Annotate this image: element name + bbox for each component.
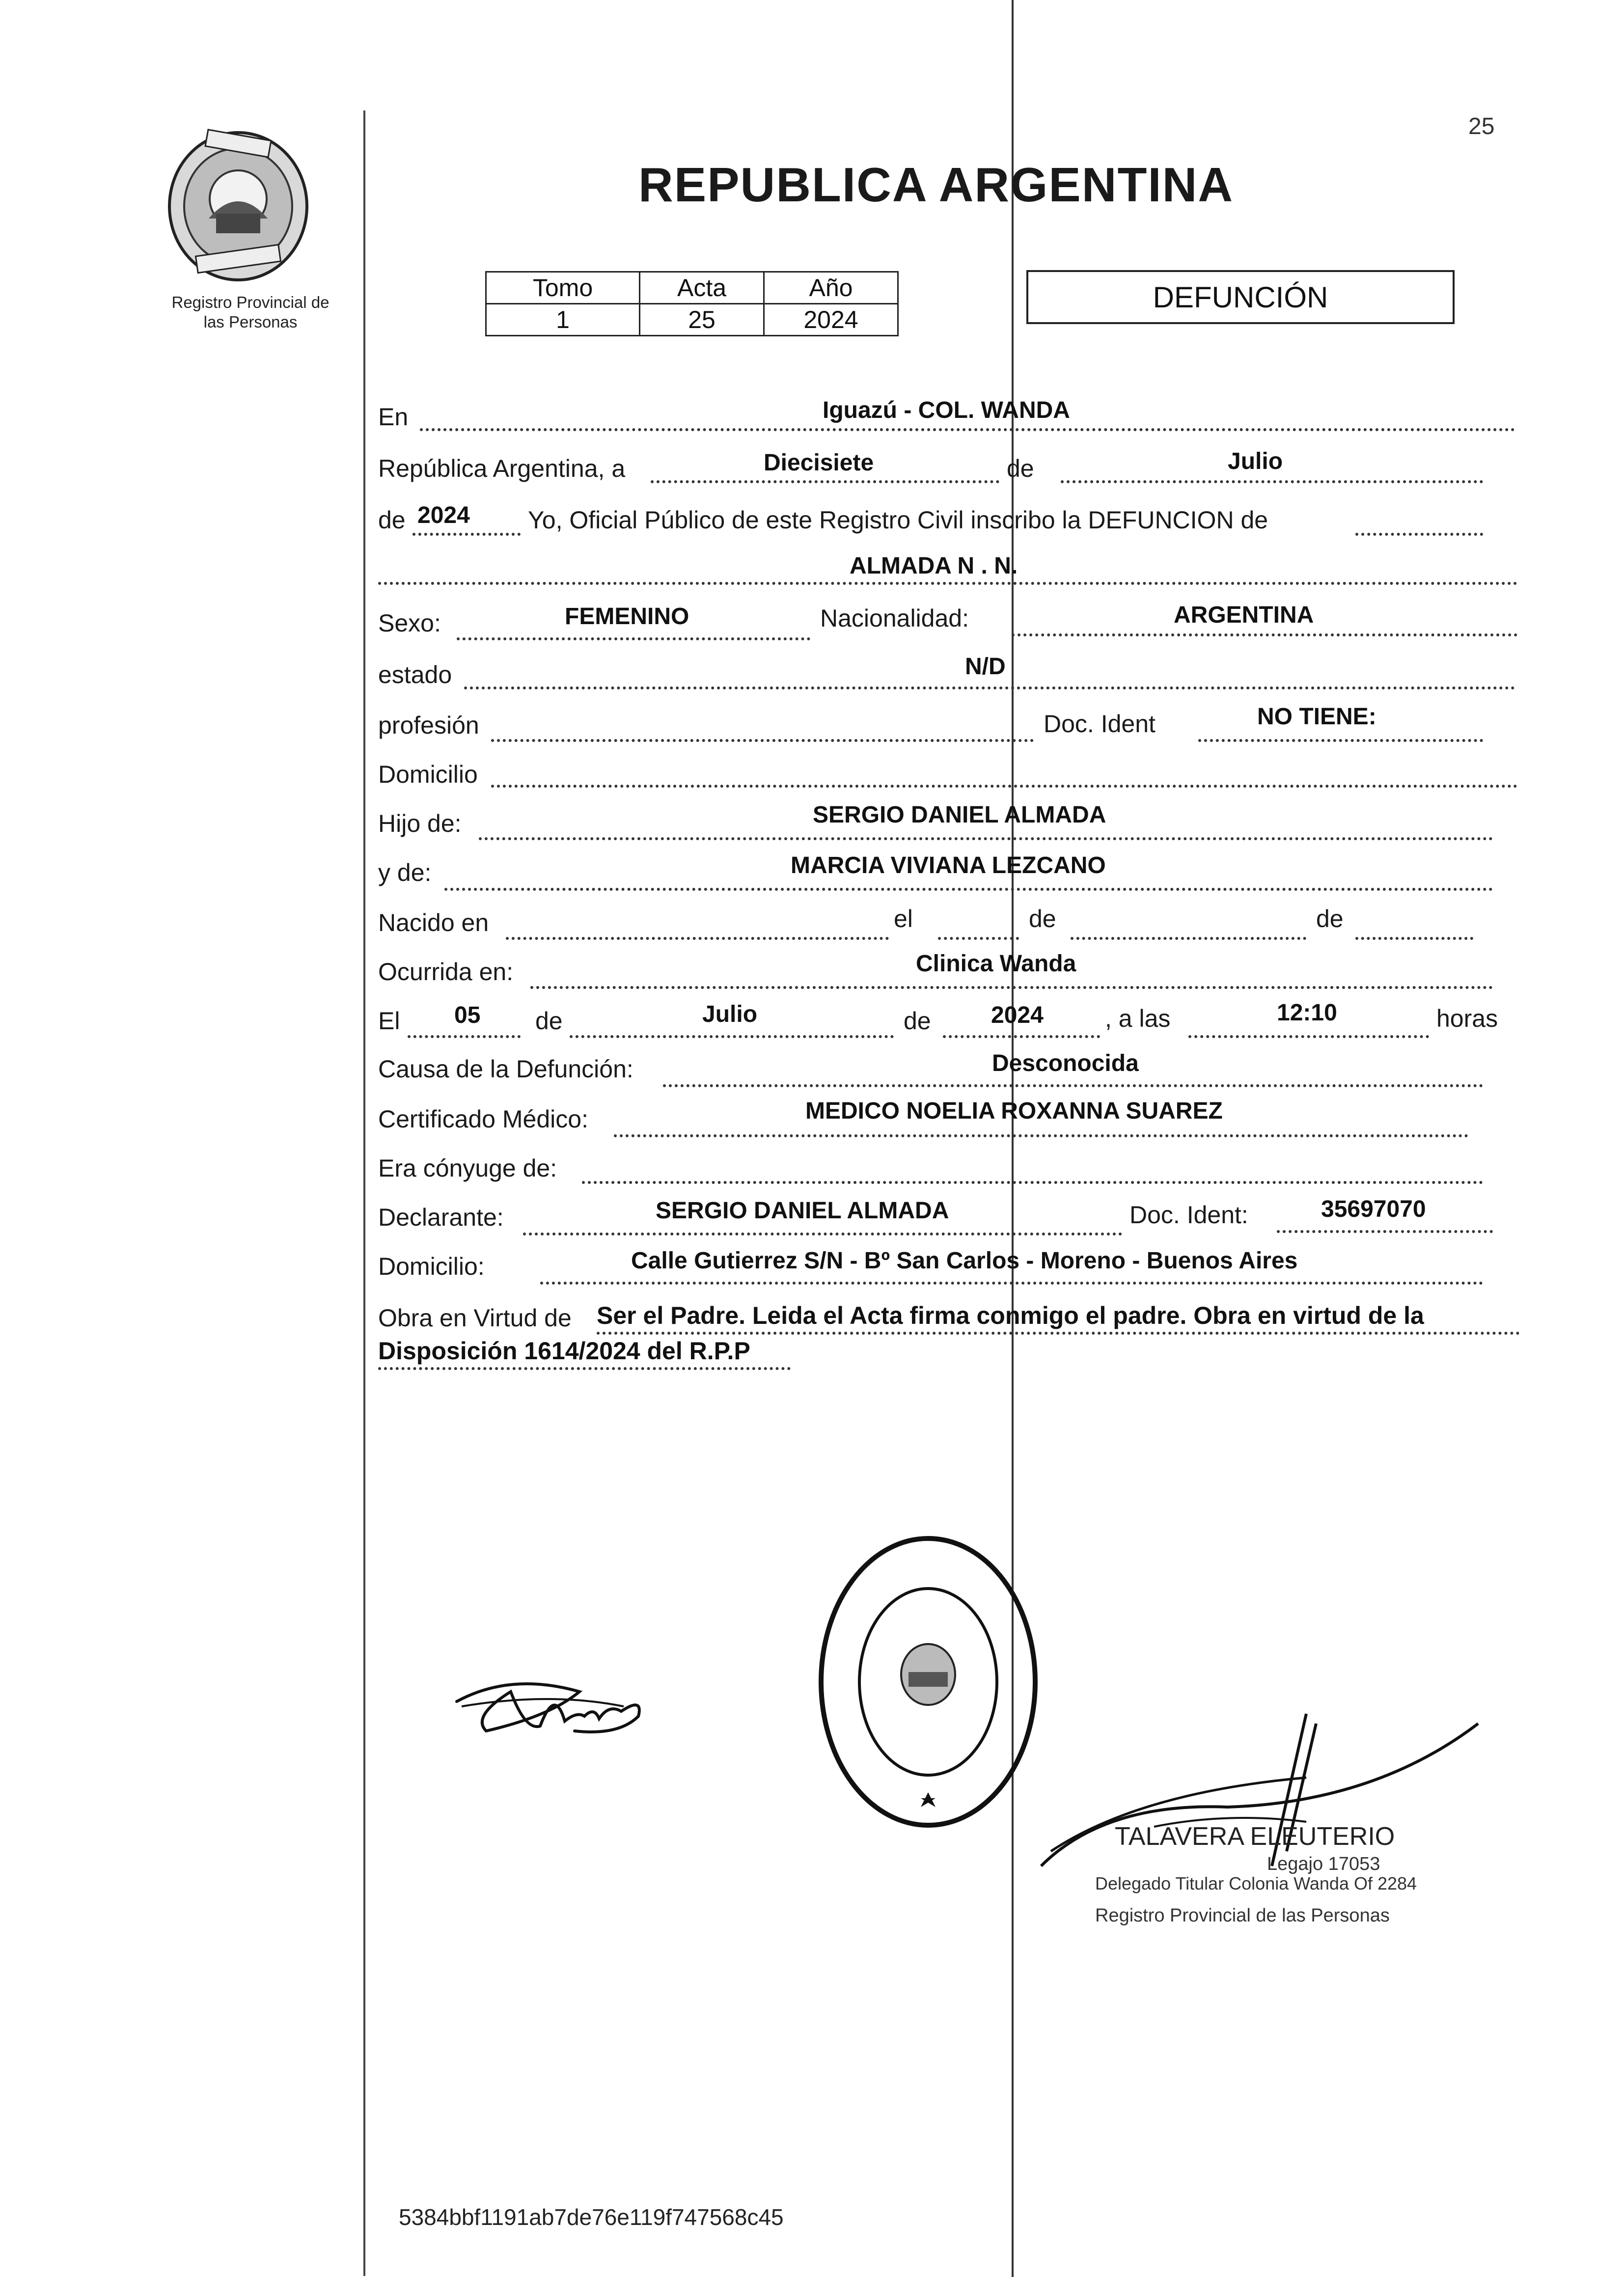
domicilio2-value: Calle Gutierrez S/N - Bº San Carlos - Moreno - Buenos Aires	[631, 1248, 1298, 1274]
nacido-label: Nacido en	[378, 909, 489, 936]
en-label: En	[378, 403, 409, 431]
month-value: Julio	[1228, 448, 1283, 474]
declarante-value: SERGIO DANIEL ALMADA	[656, 1198, 949, 1224]
fold-line	[1012, 0, 1014, 2277]
year-prefix-label: de	[378, 506, 406, 534]
certificado-label: Certificado Médico:	[378, 1105, 588, 1133]
death-month-dotted-line	[570, 1035, 894, 1038]
registry-label-line2: las Personas	[203, 313, 298, 331]
acta-header: Acta	[640, 272, 764, 304]
el2-label: El	[378, 1007, 400, 1035]
republica-label: República Argentina, a	[378, 455, 626, 482]
estado-label: estado	[378, 661, 452, 688]
ocurrida-label: Ocurrida en:	[378, 958, 514, 986]
yde-label: y de:	[378, 859, 432, 886]
official-text: Yo, Oficial Público de este Registro Civil inscribo la DEFUNCION de	[528, 506, 1268, 534]
record-table	[485, 271, 899, 336]
en-value: Iguazú - COL. WANDA	[823, 397, 1070, 423]
en-dotted-line	[420, 428, 1515, 431]
sexo-value: FEMENINO	[565, 604, 689, 630]
anio-value: 2024	[764, 304, 898, 336]
doc2-label: Doc. Ident:	[1129, 1201, 1248, 1229]
estado-dotted-line	[464, 686, 1515, 689]
declarante-dotted-line	[523, 1233, 1122, 1235]
el-label: el	[894, 905, 913, 933]
death-month: Julio	[702, 1001, 758, 1027]
profesion-dotted-line	[491, 739, 1034, 742]
anio-header: Año	[764, 272, 898, 304]
declarant-signature	[452, 1657, 658, 1743]
nacionalidad-dotted-line	[1012, 633, 1517, 636]
certificado-value: MEDICO NOELIA ROXANNA SUAREZ	[805, 1098, 1223, 1124]
month-dotted-line	[1061, 480, 1483, 483]
death-day: 05	[454, 1002, 481, 1028]
doc-ident-value: NO TIENE:	[1257, 704, 1376, 730]
domicilio2-dotted-line	[540, 1282, 1483, 1285]
de-label: de	[1007, 455, 1034, 482]
death-time: 12:10	[1277, 1000, 1337, 1026]
record-type-label: DEFUNCIÓN	[1153, 280, 1328, 314]
record-type-box	[1026, 270, 1455, 324]
hijo-value: SERGIO DANIEL ALMADA	[813, 802, 1106, 828]
horas-label: horas	[1436, 1005, 1498, 1032]
declarante-label: Declarante:	[378, 1204, 504, 1231]
left-margin-rule	[363, 110, 365, 2276]
ocurrida-dotted-line	[530, 986, 1493, 989]
death-year: 2024	[991, 1002, 1044, 1028]
page-number: 25	[1468, 113, 1495, 139]
obra-value-line1: Ser el Padre. Leida el Acta firma conmigo el padre. Obra en virtud de la	[597, 1302, 1424, 1329]
registry-label-line1: Registro Provincial de	[171, 293, 330, 311]
domicilio-dotted-line	[491, 785, 1517, 788]
document-hash: 5384bbf1191ab7de76e119f747568c45	[399, 2204, 784, 2230]
nacido-de2-label: de	[1316, 905, 1344, 933]
hijo-label: Hijo de:	[378, 810, 462, 837]
tomo-header: Tomo	[486, 272, 640, 304]
nacionalidad-value: ARGENTINA	[1174, 602, 1314, 628]
record-table-value-row	[486, 304, 898, 336]
record-table-header-row	[486, 272, 898, 304]
causa-label: Causa de la Defunción:	[378, 1055, 633, 1083]
doc-ident-dotted-line	[1198, 739, 1483, 742]
day-dotted-line	[651, 480, 999, 483]
yde-dotted-line	[444, 888, 1493, 891]
obra-value-line2: Disposición 1614/2024 del R.P.P	[378, 1337, 750, 1365]
nacido-de-dotted-line	[1071, 937, 1306, 940]
death-day-dotted-line	[408, 1035, 521, 1038]
death-year-dotted-line	[943, 1035, 1100, 1038]
doc2-value: 35697070	[1321, 1196, 1426, 1222]
yde-value: MARCIA VIVIANA LEZCANO	[791, 852, 1106, 878]
registry-label	[147, 293, 354, 332]
obra-label: Obra en Virtud de	[378, 1304, 572, 1332]
doc2-dotted-line	[1277, 1230, 1493, 1233]
deceased-name: ALMADA N . N.	[850, 553, 1018, 579]
domicilio-label: Domicilio	[378, 761, 478, 788]
nacionalidad-label: Nacionalidad:	[820, 604, 969, 632]
acta-value: 25	[640, 304, 764, 336]
conyuge-dotted-line	[582, 1181, 1483, 1184]
year-dotted-line	[413, 533, 521, 536]
conyuge-label: Era cónyuge de:	[378, 1154, 557, 1182]
death-de-label: de	[535, 1007, 563, 1035]
obra-dotted-line2	[378, 1367, 791, 1370]
delegation-stamp	[815, 1532, 1041, 1834]
official-legajo: Legajo 17053	[1267, 1854, 1380, 1874]
alas-label: , a las	[1105, 1005, 1171, 1032]
domicilio2-label: Domicilio:	[378, 1253, 485, 1280]
defuncion-dotted-line	[1355, 533, 1483, 536]
document-title: REPUBLICA ARGENTINA	[638, 158, 1234, 212]
name-dotted-line	[378, 582, 1517, 585]
nacido-de-label: de	[1029, 905, 1056, 933]
death-time-dotted-line	[1188, 1035, 1429, 1038]
death-de2-label: de	[904, 1007, 931, 1035]
sexo-dotted-line	[457, 637, 810, 640]
el-dotted-line	[938, 937, 1019, 940]
year-value: 2024	[417, 502, 470, 528]
day-value: Diecisiete	[764, 450, 874, 476]
hijo-dotted-line	[479, 837, 1493, 840]
misiones-province-seal	[162, 125, 314, 282]
tomo-value: 1	[486, 304, 640, 336]
official-name: TALAVERA ELEUTERIO	[1115, 1822, 1395, 1851]
profesion-label: profesión	[378, 712, 479, 739]
nacido-de2-dotted-line	[1355, 937, 1473, 940]
official-registry: Registro Provincial de las Personas	[1095, 1905, 1390, 1926]
official-title: Delegado Titular Colonia Wanda Of 2284	[1095, 1873, 1417, 1893]
official-signature	[1031, 1704, 1483, 1893]
nacido-dotted-line	[506, 937, 889, 940]
estado-value: N/D	[965, 654, 1006, 680]
certificado-dotted-line	[614, 1134, 1468, 1137]
causa-dotted-line	[663, 1084, 1483, 1087]
causa-value: Desconocida	[992, 1050, 1139, 1076]
obra-dotted-line1	[597, 1332, 1520, 1335]
doc-ident-label: Doc. Ident	[1044, 710, 1156, 738]
sexo-label: Sexo:	[378, 609, 441, 637]
ocurrida-value: Clinica Wanda	[916, 951, 1076, 977]
